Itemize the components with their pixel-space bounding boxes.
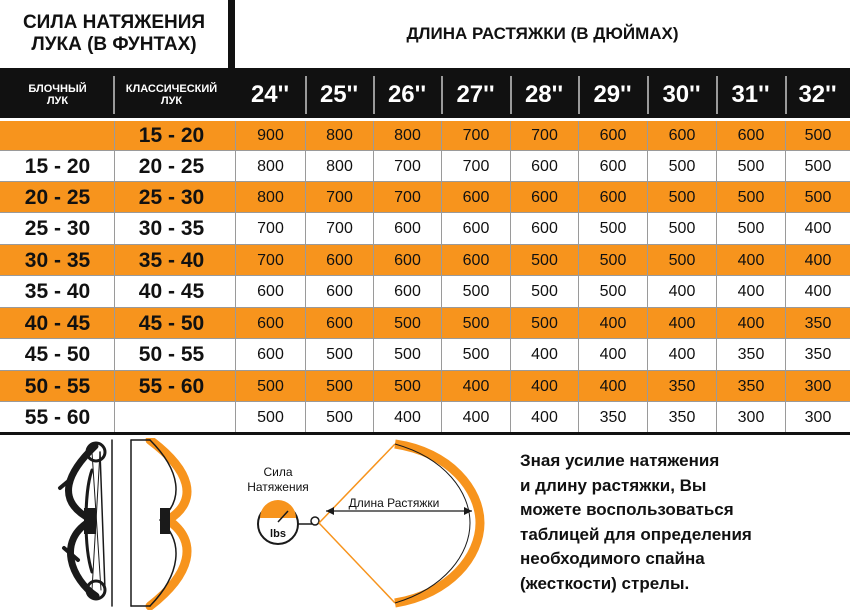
spine-value: 600 bbox=[578, 182, 647, 213]
spine-value: 600 bbox=[235, 308, 305, 339]
spine-value: 500 bbox=[510, 245, 578, 276]
spine-value: 400 bbox=[716, 245, 785, 276]
draw-weight-header bbox=[0, 0, 228, 68]
draw-length-column-8: 31'' bbox=[731, 81, 770, 108]
spine-value: 500 bbox=[305, 371, 373, 402]
column-separator bbox=[578, 76, 580, 114]
recurve-bow-icon bbox=[131, 440, 187, 606]
column-separator bbox=[441, 76, 443, 114]
spine-value: 600 bbox=[510, 151, 578, 182]
info-note-line: Зная усилие натяжения bbox=[520, 451, 720, 470]
spine-value: 400 bbox=[441, 402, 510, 434]
spine-value: 600 bbox=[578, 121, 647, 151]
spine-value: 400 bbox=[510, 371, 578, 402]
compound-bow-icon bbox=[60, 440, 112, 606]
spine-value: 600 bbox=[441, 245, 510, 276]
spine-value: 800 bbox=[305, 151, 373, 182]
spine-value: 500 bbox=[235, 402, 305, 434]
spine-value: 400 bbox=[510, 339, 578, 371]
draw-length-column-3: 26'' bbox=[387, 81, 427, 108]
spine-value: 400 bbox=[578, 308, 647, 339]
spine-value: 500 bbox=[305, 339, 373, 371]
spine-value: 500 bbox=[510, 308, 578, 339]
spine-value: 500 bbox=[716, 151, 785, 182]
recurve-draw-weight: 35 - 40 bbox=[138, 248, 205, 272]
spine-value: 600 bbox=[235, 276, 305, 308]
spine-value: 400 bbox=[510, 402, 578, 434]
compound-draw-weight bbox=[0, 121, 115, 151]
recurve-draw-weight: 30 - 35 bbox=[138, 217, 205, 240]
spine-value: 600 bbox=[510, 213, 578, 245]
compound-draw-weight: 25 - 30 bbox=[24, 217, 91, 240]
info-note bbox=[520, 449, 842, 596]
recurve-draw-weight: 25 - 30 bbox=[138, 185, 205, 209]
scale-gauge-icon bbox=[258, 500, 319, 544]
spine-value: 500 bbox=[510, 276, 578, 308]
spine-value: 600 bbox=[647, 121, 716, 151]
spine-value: 700 bbox=[305, 213, 373, 245]
spine-value: 400 bbox=[785, 245, 850, 276]
spine-value: 400 bbox=[716, 276, 785, 308]
spine-value: 700 bbox=[235, 245, 305, 276]
recurve-draw-weight: 40 - 45 bbox=[138, 280, 205, 303]
info-note-line: можете воспользоваться bbox=[520, 500, 734, 519]
spine-value: 300 bbox=[716, 402, 785, 434]
spine-value: 500 bbox=[373, 339, 441, 371]
column-separator bbox=[113, 76, 115, 114]
spine-value: 500 bbox=[716, 182, 785, 213]
spine-value: 400 bbox=[578, 339, 647, 371]
spine-value: 900 bbox=[235, 121, 305, 151]
spine-value: 700 bbox=[235, 213, 305, 245]
spine-value: 500 bbox=[647, 213, 716, 245]
draw-length-column-5: 28'' bbox=[524, 81, 564, 108]
spine-value: 500 bbox=[441, 339, 510, 371]
spine-value: 800 bbox=[235, 151, 305, 182]
spine-value: 600 bbox=[578, 151, 647, 182]
spine-value: 500 bbox=[578, 213, 647, 245]
recurve-draw-weight: 55 - 60 bbox=[138, 374, 205, 398]
draw-length-column-4: 27'' bbox=[456, 81, 495, 108]
recurve-bow-header-line: ЛУК bbox=[160, 95, 183, 107]
spine-value: 500 bbox=[441, 308, 510, 339]
svg-text:Длина Растяжки: Длина Растяжки bbox=[348, 496, 440, 510]
compound-bow-header-line: БЛОЧНЫЙ bbox=[28, 83, 87, 95]
spine-value: 500 bbox=[373, 371, 441, 402]
spine-value: 600 bbox=[235, 339, 305, 371]
compound-draw-weight: 30 - 35 bbox=[24, 248, 91, 272]
svg-text:lbs: lbs bbox=[270, 528, 286, 540]
spine-value: 600 bbox=[305, 308, 373, 339]
spine-value: 300 bbox=[785, 402, 850, 434]
spine-value: 700 bbox=[373, 151, 441, 182]
table-bottom-border bbox=[0, 432, 850, 435]
spine-value: 350 bbox=[578, 402, 647, 434]
spine-value: 400 bbox=[716, 308, 785, 339]
compound-draw-weight: 20 - 25 bbox=[24, 185, 91, 209]
spine-value: 350 bbox=[785, 339, 850, 371]
compound-draw-weight: 15 - 20 bbox=[24, 154, 91, 178]
draw-length-diagram bbox=[319, 444, 480, 603]
compound-bow-header-line: ЛУК bbox=[46, 95, 69, 107]
compound-draw-weight: 40 - 45 bbox=[24, 311, 91, 335]
draw-weight-label: Сила bbox=[263, 465, 293, 479]
recurve-draw-weight: 45 - 50 bbox=[138, 311, 205, 335]
spine-value: 700 bbox=[441, 121, 510, 151]
info-note-line: (жесткости) стрелы. bbox=[520, 573, 690, 593]
spine-value: 600 bbox=[510, 182, 578, 213]
column-separator bbox=[647, 76, 649, 114]
draw-length-column-2: 25'' bbox=[319, 81, 359, 108]
column-separator bbox=[785, 76, 787, 114]
recurve-draw-weight: 20 - 25 bbox=[138, 154, 205, 178]
spine-value: 600 bbox=[441, 182, 510, 213]
recurve-draw-weight: 15 - 20 bbox=[138, 124, 205, 147]
draw-weight-label-line2: Натяжения bbox=[247, 480, 309, 494]
compound-draw-weight: 35 - 40 bbox=[24, 280, 91, 303]
spine-value: 500 bbox=[785, 182, 850, 213]
spine-value: 400 bbox=[647, 308, 716, 339]
spine-value: 500 bbox=[716, 213, 785, 245]
spine-value: 500 bbox=[647, 245, 716, 276]
column-separator bbox=[510, 76, 512, 114]
column-separator bbox=[716, 76, 718, 114]
draw-weight-header-line: ЛУКА (В ФУНТАХ) bbox=[31, 34, 197, 55]
draw-length-column-1: 24'' bbox=[250, 81, 290, 108]
spine-value: 600 bbox=[716, 121, 785, 151]
column-separator bbox=[373, 76, 375, 114]
spine-value: 700 bbox=[510, 121, 578, 151]
spine-value: 350 bbox=[647, 371, 716, 402]
spine-value: 500 bbox=[235, 371, 305, 402]
compound-recurve-divider bbox=[114, 121, 115, 433]
spine-value: 350 bbox=[647, 402, 716, 434]
spine-value: 400 bbox=[373, 402, 441, 434]
spine-value: 350 bbox=[716, 371, 785, 402]
spine-value: 700 bbox=[441, 151, 510, 182]
spine-value: 500 bbox=[785, 151, 850, 182]
compound-draw-weight: 50 - 55 bbox=[24, 374, 91, 398]
compound-draw-weight: 45 - 50 bbox=[24, 343, 91, 366]
spine-value: 500 bbox=[785, 121, 850, 151]
recurve-draw-weight bbox=[115, 402, 228, 434]
spine-value: 800 bbox=[235, 182, 305, 213]
spine-value: 500 bbox=[305, 402, 373, 434]
info-note-line: таблицей для определения bbox=[520, 524, 752, 544]
spine-value: 400 bbox=[785, 213, 850, 245]
spine-value: 300 bbox=[785, 371, 850, 402]
spine-value: 600 bbox=[373, 245, 441, 276]
draw-weight-header-line: СИЛА НАТЯЖЕНИЯ bbox=[22, 12, 206, 33]
spine-value: 600 bbox=[373, 276, 441, 308]
spine-value: 500 bbox=[373, 308, 441, 339]
spine-value: 600 bbox=[305, 276, 373, 308]
spine-value: 350 bbox=[785, 308, 850, 339]
draw-length-header: ДЛИНА РАСТЯЖКИ (В ДЮЙМАХ) bbox=[235, 0, 850, 68]
spine-value: 400 bbox=[785, 276, 850, 308]
compound-bow-header bbox=[0, 72, 115, 118]
spine-value: 500 bbox=[578, 245, 647, 276]
spine-value: 400 bbox=[647, 276, 716, 308]
info-note-line: и длину растяжки, Вы bbox=[520, 475, 707, 495]
spine-value: 400 bbox=[647, 339, 716, 371]
recurve-bow-header-line: КЛАССИЧЕСКИЙ bbox=[125, 83, 218, 95]
column-separator bbox=[305, 76, 307, 114]
compound-draw-weight: 55 - 60 bbox=[24, 406, 91, 429]
recurve-draw-weight: 50 - 55 bbox=[138, 343, 205, 366]
draw-length-column-9: 32'' bbox=[798, 81, 837, 108]
draw-length-column-7: 30'' bbox=[662, 81, 701, 108]
spine-value: 600 bbox=[305, 245, 373, 276]
spine-value: 500 bbox=[647, 151, 716, 182]
spine-value: 350 bbox=[716, 339, 785, 371]
spine-value: 500 bbox=[647, 182, 716, 213]
spine-value: 400 bbox=[441, 371, 510, 402]
spine-value: 800 bbox=[373, 121, 441, 151]
spine-value: 600 bbox=[441, 213, 510, 245]
spine-value: 500 bbox=[578, 276, 647, 308]
spine-value: 800 bbox=[305, 121, 373, 151]
draw-length-column-6: 29'' bbox=[593, 81, 632, 108]
spine-value: 400 bbox=[578, 371, 647, 402]
recurve-bow-header bbox=[115, 72, 228, 118]
spine-value: 700 bbox=[373, 182, 441, 213]
spine-value: 600 bbox=[373, 213, 441, 245]
info-note-line: необходимого спайна bbox=[520, 549, 705, 568]
spine-value: 500 bbox=[441, 276, 510, 308]
spine-value: 700 bbox=[305, 182, 373, 213]
